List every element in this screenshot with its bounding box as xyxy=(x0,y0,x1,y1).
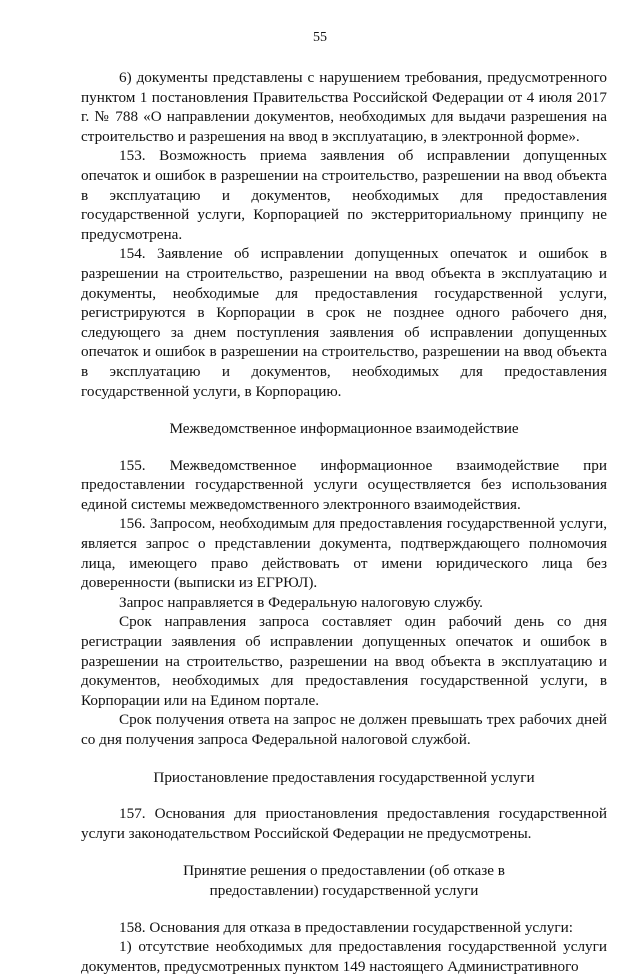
page-number: 55 xyxy=(313,30,327,45)
spacer xyxy=(81,787,607,804)
spacer xyxy=(81,901,607,918)
spacer xyxy=(81,401,607,419)
paragraph-request-deadline: Срок направления запроса составляет один рабочий день со дня регистрации заявления об исправлении допущенных опечаток и ошибок в разрешении на строительство, разрешении на ввод объекта в эксплуатацию и документов, необходимых для предоставления государственной услуги, в Корпорации или на Едином портале. xyxy=(81,613,607,709)
paragraph-response-deadline: Срок получения ответа на запрос не должен превышать трех рабочих дней со дня получения запроса Федеральной налоговой службой. xyxy=(81,711,607,748)
paragraph-153: 153. Возможность приема заявления об исправлении допущенных опечаток и ошибок в разрешении на строительство, разрешении на ввод объекта в эксплуатацию и документов, необходимых для предоставления государственной услуги, Корпорацией по экстерриториальному принципу не предусмотрена. xyxy=(81,147,607,243)
paragraph-154: 154. Заявление об исправлении допущенных опечаток и ошибок в разрешении на строительство, разрешении на ввод объекта в эксплуатацию и документы, необходимые для предоставления государственной услуги, регистрируются в Корпорации в срок не позднее одного рабочего дня, следующего за днем поступления заявления об исправлении допущенных опечаток и ошибок в разрешении на строительство, разрешении на ввод объекта в эксплуатацию и документов, необходимых для предоставления государственной услуги, в Корпорацию. xyxy=(81,245,607,400)
section-heading-decision: Принятие решения о предоставлении (об отказе в предоставлении) государственной услуги xyxy=(183,862,505,899)
paragraph-158-item-1: 1) отсутствие необходимых для предоставления государственной услуги документов, предусмотренных пунктом 149 настоящего Административного xyxy=(81,938,607,975)
paragraph-item-6: 6) документы представлены с нарушением требования, предусмотренного пунктом 1 постановления Правительства Российской Федерации от 4 июля 2017 г. № 788 «О направлении документов, необходимых для выдачи разрешения на строительство и разрешения на ввод в эксплуатацию, в электронной форме». xyxy=(81,69,607,145)
paragraph-158: 158. Основания для отказа в предоставлении государственной услуги: xyxy=(119,918,573,936)
spacer xyxy=(81,439,607,456)
paragraph-155: 155. Межведомственное информационное взаимодействие при предоставлении государственной услуги осуществляется без использования единой системы межведомственного электронного взаимодействия. xyxy=(81,456,607,513)
document-body xyxy=(81,68,607,976)
paragraph-request-destination: Запрос направляется в Федеральную налоговую службу. xyxy=(119,593,483,611)
paragraph-156: 156. Запросом, необходимым для предоставления государственной услуги, является запрос о представлении документа, подтверждающего полномочия лица, имеющего право действовать от имени юридического лица без доверенности (выписки из ЕГРЮЛ). xyxy=(81,515,607,592)
section-heading-interagency: Межведомственное информационное взаимодействие xyxy=(169,420,519,438)
paragraph-157: 157. Основания для приостановления предоставления государственной услуги законодательством Российской Федерации не предусмотрены. xyxy=(81,805,607,842)
section-heading-suspension: Приостановление предоставления государственной услуги xyxy=(153,768,535,786)
spacer xyxy=(81,750,607,768)
spacer xyxy=(81,843,607,861)
